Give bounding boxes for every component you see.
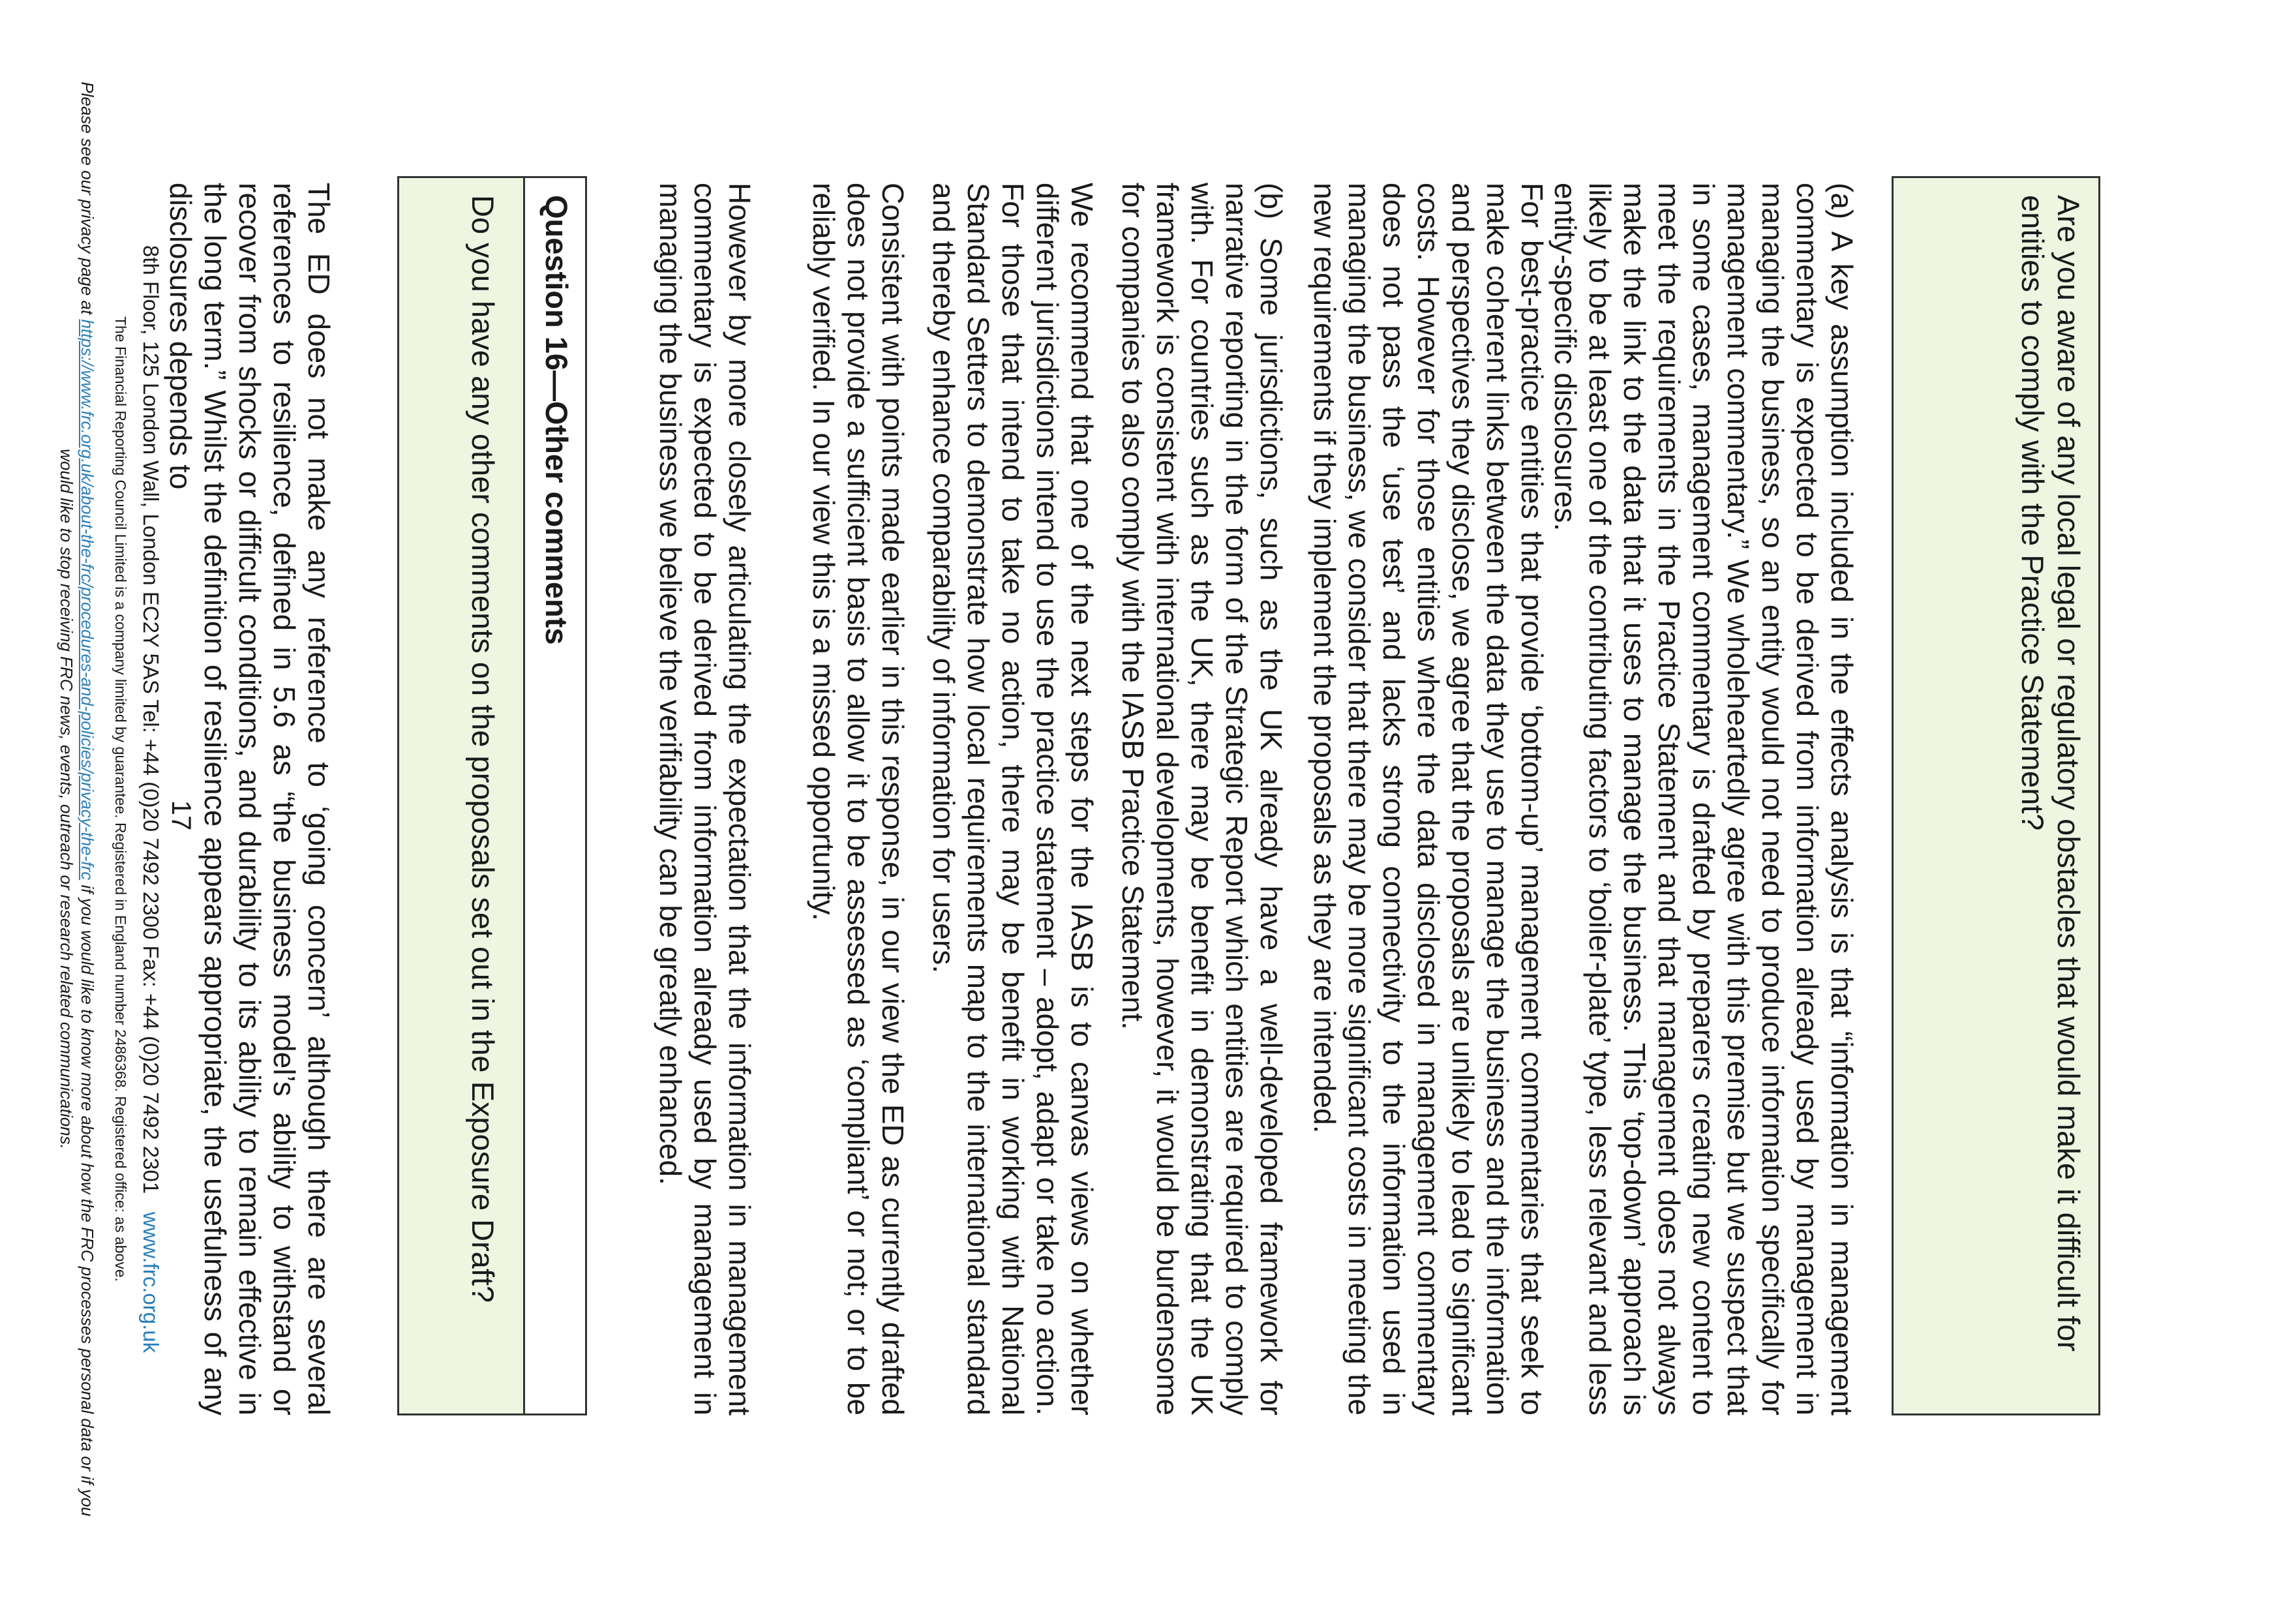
website-link[interactable]: www.frc.org.uk — [139, 1211, 163, 1353]
question-16-text: Do you have any other comments on the proposals set out in the Exposure Draft? — [399, 178, 523, 1413]
paragraph-recommendation: We recommend that one of the next steps for the IASB is to canvas views on whether different jurisdictions intend to use the practice statement – adopt, adapt or take no action. For those that intend to take no action, there may be benefit in working with National Standard Setters to demonstrate how local requirements map to the international standard and thereby enhance comparability of information for users. — [927, 183, 1099, 1415]
footer-privacy: Please see our privacy page at https://www.frc.org.uk/about-the-frc/procedures-and-policies/privacy-the-frc if you would like to know more about how the FRC processes personal data or if you would like to stop receiving FRC news, events, outreach or research related communications. — [57, 82, 97, 1517]
paragraph-consistent: Consistent with points made earlier in this response, in our view the ED as currently drafted does not provide a sufficient basis to allow it to be assessed as ‘compliant’ or not; or to be reliably verified. In our view this is a missed opportunity. — [807, 183, 910, 1415]
footer-registration: The Financial Reporting Council Limited is a company limited by guarantee. Registered in England number 2486368. Registered office: as above. — [112, 316, 129, 1282]
privacy-link[interactable]: https://www.frc.org.uk/about-the-frc/procedures-and-policies/privacy-the-frc — [78, 319, 97, 881]
question-box-text: Are you aware of any local legal or regulatory obstacles that would make it difficult for entities to comply with the Practice Statement? — [2016, 195, 2086, 1352]
question-box — [1892, 176, 2100, 1415]
paragraph-however: However by more closely articulating the expectation that the information in management commentary is expected to be derived from information already used by management in managing the business we believe the verifiability can be greatly enhanced. — [654, 183, 757, 1415]
paragraph-a: (a) A key assumption included in the effects analysis is that “information in management commentary is expected to be derived from information already used by management in managing the business, so an entity would not need to produce information specifically for management commentary.” We wholeheartedly agree with this premise but we suspect that in some cases, management commentary is drafted by preparers creating new content to meet the requirements in the Practice Statement and that management does not always make the link to the data that it uses to manage the business. This ‘top-down’ approach is likely to be at least one of the contributing factors to ‘boiler-plate’ type, less relevant and less entity-specific disclosures. — [1548, 183, 1859, 1415]
question-16-heading: Question 16—Other comments — [523, 178, 585, 1413]
paragraph-going-concern: The ED does not make any reference to ‘going concern’ although there are several references to resilience, defined in 5.6 as “the business model’s ability to withstand or recover from shocks or difficult conditions, and durability to its ability to remain effective in the long term.” Whilst the definition of resilience appears appropriate, the usefulness of any disclosures depends to — [164, 183, 336, 1415]
paragraph-b: (b) Some jurisdictions, such as the UK already have a well-developed framework for narrative reporting in the form of the Strategic Report which entities are required to comply with. For countries such as the UK, there may be benefit in demonstrating that the UK framework is consistent with international developments, however, it would be burdensome for companies to also comply with the IASB Practice Statement. — [1116, 183, 1288, 1415]
paragraph-best-practice: For best-practice entities that provide ‘bottom-up’ management commentaries that seek to make coherent links between the data they use to manage the business and the information and perspectives they disclose, we agree that the proposals are unlikely to lead to significant costs. However for those entities where the data disclosed in management commentary does not pass the ‘use test’ and lacks strong connectivity to the information used in managing the business, we consider that there may be more significant costs in meeting the new requirements if they implement the proposals as they are intended. — [1308, 183, 1549, 1415]
page-number: 17 — [166, 800, 197, 831]
footer-address: 8th Floor, 125 London Wall, London EC2Y 5AS Tel: +44 (0)20 7492 2300 Fax: +44 (0)20 7492 2301 www.frc.org.uk — [139, 245, 163, 1353]
question-16-table — [397, 176, 587, 1415]
